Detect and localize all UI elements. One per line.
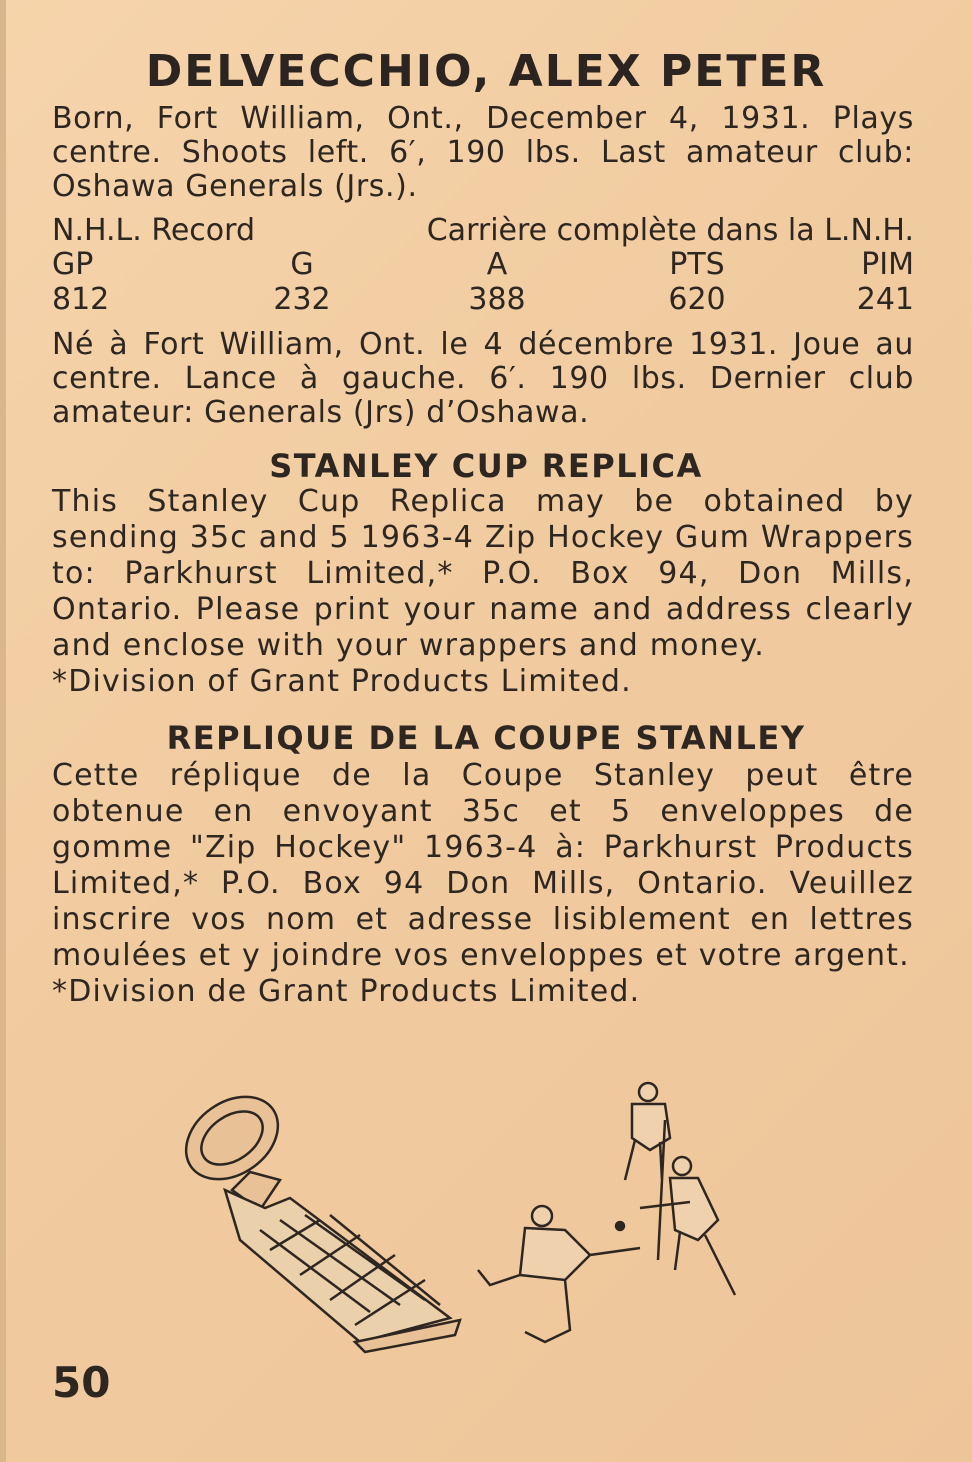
stat-value-gp: 812 — [52, 282, 110, 317]
offer-body-english: This Stanley Cup Replica may be obtained by sending 35c and 5 1963-4 Zip Hockey Gum Wrappers to: Parkhurst Limited,* P.O. Box 94, Don Mills, Ontario. Please print your name and address clearly and enclose with your wrappers and money. — [52, 484, 914, 663]
bio-french: Né à Fort William, Ont. le 4 décembre 1931. Joue au centre. Lance à gauche. 6′. 190 lbs. Dernier club amateur: Generals (Jrs) d’Oshawa. — [52, 327, 914, 430]
stanley-cup-icon — [170, 1080, 460, 1352]
record-label-english: N.H.L. Record — [52, 213, 255, 248]
stat-value-g: 232 — [273, 282, 331, 317]
bio-english: Born, Fort William, Ont., December 4, 1931. Plays centre. Shoots left. 6′, 190 lbs. Last amateur club: Oshawa Generals (Jrs.). — [52, 101, 914, 204]
offer-body-french: Cette réplique de la Coupe Stanley peut être obtenue en envoyant 35c et 5 enveloppes de gomme "Zip Hockey" 1963-4 à: Parkhurst Products Limited,* P.O. Box 94 Don Mills, Ontario. Veuillez inscrire vos nom et adresse lisiblement en lettres moulées et y joindre vos enveloppes et votre argent. — [52, 758, 914, 973]
record-labels — [52, 214, 914, 248]
player-name: DELVECCHIO, ALEX PETER — [145, 46, 827, 97]
stat-value-pim: 241 — [856, 282, 914, 317]
hockey-players-icon — [478, 1083, 735, 1342]
stats-header-row — [52, 248, 914, 282]
stat-header-a: A — [486, 247, 508, 282]
stat-header-gp: GP — [52, 247, 94, 282]
stanley-cup-and-players-illustration — [170, 1080, 770, 1370]
stat-value-a: 388 — [468, 282, 526, 317]
offer-footnote-french: *Division de Grant Products Limited. — [52, 974, 641, 1009]
offer-text-french — [52, 758, 914, 1010]
offer-text-english — [52, 484, 914, 700]
record-label-french: Carrière complète dans la L.N.H. — [426, 213, 914, 248]
stat-header-pts: PTS — [669, 247, 725, 282]
stat-header-g: G — [290, 247, 314, 282]
stat-value-pts: 620 — [668, 282, 726, 317]
stats-value-row — [52, 283, 914, 317]
offer-footnote-english: *Division of Grant Products Limited. — [52, 664, 632, 699]
stat-header-pim: PIM — [861, 247, 914, 282]
offer-heading-french: REPLIQUE DE LA COUPE STANLEY — [166, 719, 806, 757]
card-number: 50 — [52, 1358, 111, 1407]
offer-heading-english: STANLEY CUP REPLICA — [269, 447, 703, 485]
